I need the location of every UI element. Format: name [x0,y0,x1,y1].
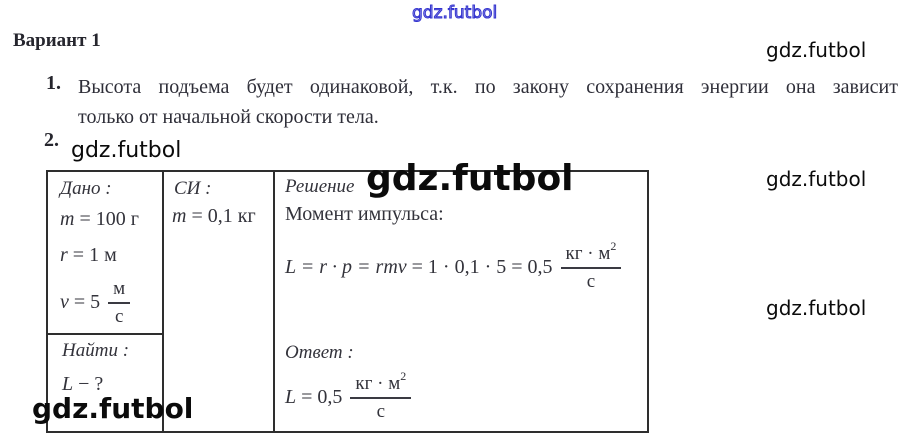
problem1-text [78,72,898,132]
formula-variables: L = r · p = rmv [285,256,407,279]
value-velocity: = 5 [68,291,101,314]
problem1-line1: Высота подъема будет одинаковой, т.к. по закону сохранения энергии она зависит [78,76,898,98]
watermark-item2: gdz.futbol [71,138,182,163]
fraction-denominator: с [114,305,124,327]
velocity-unit-fraction [108,279,130,327]
momentum-unit-fraction [561,238,622,292]
unit-exponent: 2 [610,238,617,253]
var-L-answer: L [285,386,297,409]
unit-base: кг · м [355,373,401,394]
var-L: L [62,373,74,395]
variant-title: Вариант 1 [13,30,101,51]
table-divider-vertical-2 [273,172,275,431]
formula-numbers: = 1 · 0,1 · 5 = 0,5 [406,256,553,279]
fraction-numerator [561,238,622,269]
fraction-denominator: с [586,270,596,292]
watermark-right-3: gdz.futbol [766,296,867,320]
momentum-formula [285,238,621,292]
value-radius: = 1 м [67,244,117,266]
problem1-line2: только от начальной скорости тела. [78,106,379,128]
value-mass-si: = 0,1 кг [186,205,256,227]
fraction-numerator: м [108,279,130,304]
fraction-denominator: с [376,400,386,422]
var-m-si: m [172,205,187,227]
solution-header: Решение [285,176,355,197]
watermark-solution-big: gdz.futbol [366,158,574,199]
watermark-right-2: gdz.futbol [766,167,867,191]
var-r: r [60,244,68,266]
given-row-velocity [60,279,130,327]
solution-caption: Момент импульса: [285,203,444,225]
answer-expression [285,386,342,409]
answer-header: Ответ : [285,342,354,363]
fraction-numerator [350,368,411,399]
var-v: v [60,291,69,314]
watermark-bottom-left: gdz.futbol [32,392,194,425]
unit-exponent: 2 [400,368,407,383]
problem1-number: 1. [46,72,61,94]
formula-expression [285,256,553,279]
var-m: m [60,208,75,230]
find-header: Найти : [62,340,130,361]
answer-formula [285,368,411,422]
answer-value: = 0,5 [296,386,343,409]
watermark-right-1: gdz.futbol [766,38,867,62]
given-header: Дано : [60,178,112,199]
answer-unit-fraction [350,368,411,422]
given-row-radius [60,244,117,267]
table-divider-horizontal [48,333,164,335]
value-mass: = 100 г [74,208,139,230]
find-question: − ? [73,373,104,395]
watermark-top-blue: gdz.futbol [412,3,498,23]
problem2-number: 2. [44,129,59,151]
given-row-mass [60,208,139,231]
unit-base: кг · м [565,243,611,264]
velocity-expression [60,291,100,314]
si-header: СИ : [174,178,212,199]
si-row-mass [172,205,256,228]
